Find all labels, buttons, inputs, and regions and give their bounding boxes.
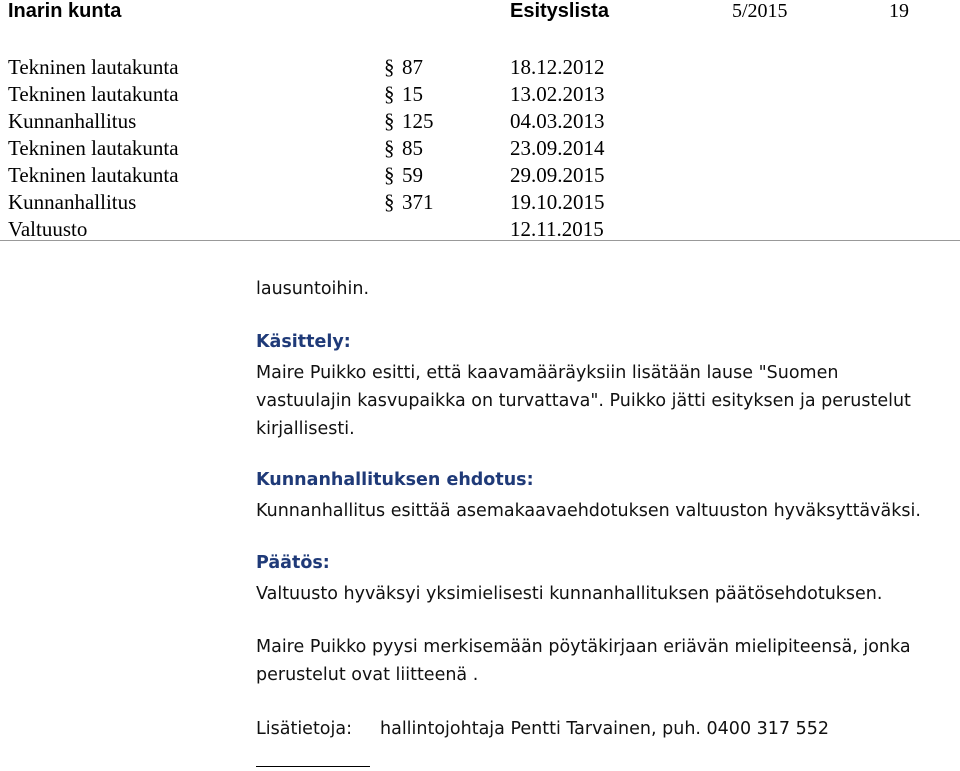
paatos-heading: Päätös: bbox=[256, 553, 330, 573]
history-section: 87 bbox=[402, 55, 423, 79]
kasittely-line-2: vastuulajin kasvupaikka on turvattava". Puikko jätti esityksen ja perustelut bbox=[256, 391, 911, 411]
eriava-line-1: Maire Puikko pyysi merkisemään pöytäkirjaan eriävän mielipiteensä, jonka bbox=[256, 637, 911, 657]
ehdotus-text: Kunnanhallitus esittää asemakaavaehdotuksen valtuuston hyväksyttäväksi. bbox=[256, 501, 921, 521]
lisatietoja-value: hallintojohtaja Pentti Tarvainen, puh. 0400 317 552 bbox=[380, 719, 830, 739]
paatos-text: Valtuusto hyväksyi yksimielisesti kunnanhallituksen päätösehdotuksen. bbox=[256, 584, 883, 604]
history-section: 371 bbox=[402, 190, 434, 214]
section-symbol: § bbox=[384, 82, 395, 106]
history-date: 04.03.2013 bbox=[510, 109, 605, 133]
history-date: 13.02.2013 bbox=[510, 82, 605, 106]
signature-line bbox=[256, 766, 370, 767]
section-symbol: § bbox=[384, 190, 395, 214]
history-section: 59 bbox=[402, 163, 423, 187]
history-date: 19.10.2015 bbox=[510, 190, 605, 214]
kasittely-line-1: Maire Puikko esitti, että kaavamääräyksiin lisätään lause "Suomen bbox=[256, 363, 839, 383]
history-body: Valtuusto bbox=[8, 217, 88, 241]
history-body: Tekninen lautakunta bbox=[8, 136, 179, 160]
section-symbol: § bbox=[384, 109, 395, 133]
history-section: 125 bbox=[402, 109, 434, 133]
history-row bbox=[0, 162, 960, 189]
lisatietoja-label: Lisätietoja: bbox=[256, 719, 352, 739]
history-row bbox=[0, 135, 960, 162]
history-date: 12.11.2015 bbox=[510, 217, 604, 241]
meeting-number: 5/2015 bbox=[732, 0, 788, 22]
history-row bbox=[0, 54, 960, 81]
history-section: 85 bbox=[402, 136, 423, 160]
document-type: Esityslista bbox=[510, 0, 609, 22]
intro-tail: lausuntoihin. bbox=[256, 279, 370, 299]
history-body: Tekninen lautakunta bbox=[8, 82, 179, 106]
history-date: 29.09.2015 bbox=[510, 163, 605, 187]
kasittely-line-3: kirjallisesti. bbox=[256, 419, 355, 439]
header-divider bbox=[0, 240, 960, 241]
history-body: Kunnanhallitus bbox=[8, 109, 137, 133]
ehdotus-heading: Kunnanhallituksen ehdotus: bbox=[256, 470, 534, 490]
section-symbol: § bbox=[384, 163, 395, 187]
page-number: 19 bbox=[889, 0, 909, 22]
history-date: 18.12.2012 bbox=[510, 55, 605, 79]
history-row bbox=[0, 108, 960, 135]
history-date: 23.09.2014 bbox=[510, 136, 605, 160]
history-row bbox=[0, 216, 960, 243]
kasittely-heading: Käsittely: bbox=[256, 332, 351, 352]
history-body: Tekninen lautakunta bbox=[8, 163, 179, 187]
history-row bbox=[0, 189, 960, 216]
history-section: 15 bbox=[402, 82, 423, 106]
history-row bbox=[0, 81, 960, 108]
org-name: Inarin kunta bbox=[8, 0, 122, 22]
history-body: Kunnanhallitus bbox=[8, 190, 137, 214]
section-symbol: § bbox=[384, 136, 395, 160]
section-symbol: § bbox=[384, 55, 395, 79]
history-body: Tekninen lautakunta bbox=[8, 55, 179, 79]
eriava-line-2: perustelut ovat liitteenä . bbox=[256, 665, 479, 685]
